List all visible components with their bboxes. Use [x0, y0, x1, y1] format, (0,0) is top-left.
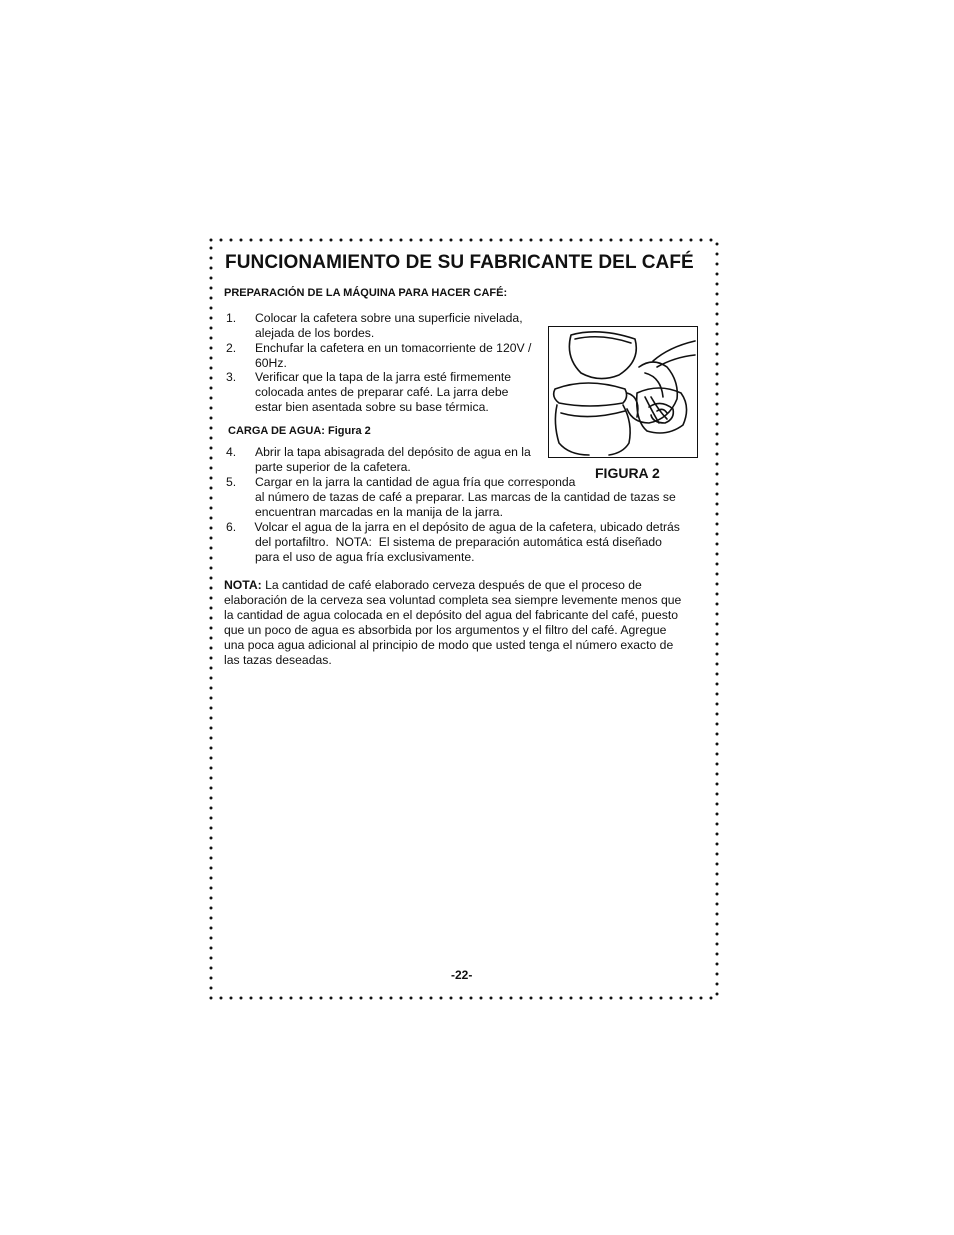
page-number: -22- [451, 968, 473, 982]
page-title: FUNCIONAMIENTO DE SU FABRICANTE DEL CAFÉ [225, 252, 694, 273]
section-heading-preparacion: PREPARACIÓN DE LA MÁQUINA PARA HACER CAFÉ: [224, 287, 508, 299]
figure-caption: FIGURA 2 [595, 465, 660, 481]
section-heading-carga-agua: CARGA DE AGUA: Figura 2 [228, 425, 371, 437]
note-label: NOTA: [224, 578, 262, 592]
coffee-carafe-pouring-icon [549, 327, 696, 456]
note-paragraph: NOTA: La cantidad de café elaborado cerveza después de que el proceso de elaboración de la cerveza sea voluntad completa sea siempre levemente menos que la cantidad de agua colocada en el depósito del agua del fabricante del café, puesto que un poco de agua es absorbida por los argumentos y el filtro del café. Agregue una poca agua adicional al principio de modo que usted tenga el número exacto de las tazas deseadas. [224, 578, 682, 667]
figure-coffee-pot-illustration [548, 326, 698, 458]
